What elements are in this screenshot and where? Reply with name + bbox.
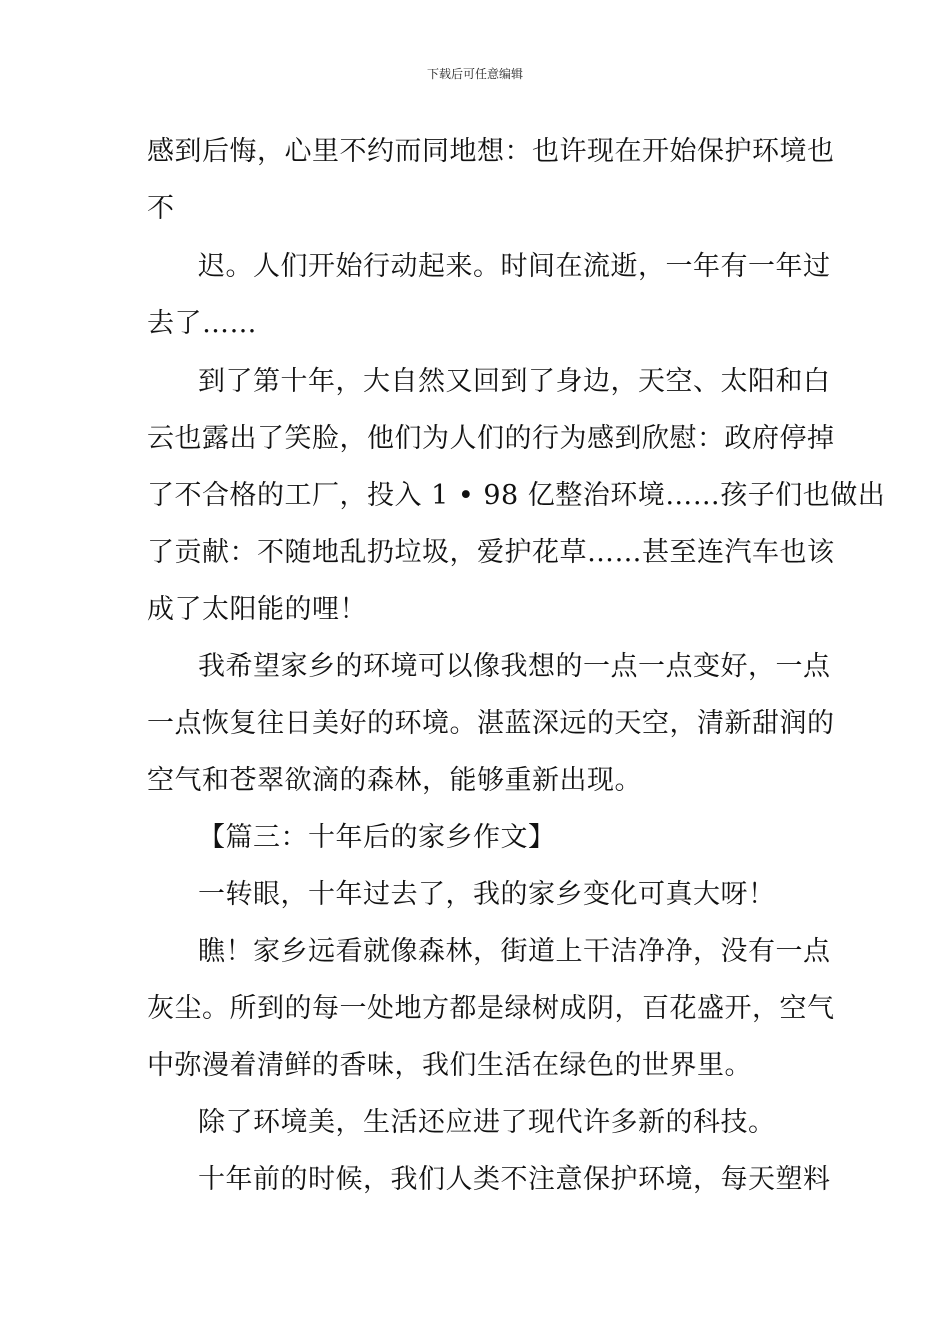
text-line: 成了太阳能的哩！ xyxy=(147,594,367,625)
text-line: 迟。人们开始行动起来。时间在流逝，一年有一年过 xyxy=(198,251,831,282)
text-line: 灰尘。所到的每一处地方都是绿树成阴，百花盛开，空气 xyxy=(147,993,835,1024)
text-line: 十年前的时候，我们人类不注意保护环境，每天塑料 xyxy=(198,1164,831,1195)
text-line: 一转眼，十年过去了，我的家乡变化可真大呀！ xyxy=(198,879,776,910)
text-line: 云也露出了笑脸，他们为人们的行为感到欣慰：政府停掉 xyxy=(147,423,835,454)
text-line: 一点恢复往日美好的环境。湛蓝深远的天空，清新甜润的 xyxy=(147,708,835,739)
text-line: 中弥漫着清鲜的香味，我们生活在绿色的世界里。 xyxy=(147,1050,752,1081)
page-header-note: 下载后可任意编辑 xyxy=(426,67,523,81)
text-line: 瞧！家乡远看就像森林，街道上干洁净净，没有一点 xyxy=(198,936,831,967)
text-line: 到了第十年，大自然又回到了身边，天空、太阳和白 xyxy=(198,366,831,397)
text-line: 感到后悔，心里不约而同地想：也许现在开始保护环境也 xyxy=(147,136,835,167)
text-line: 不 xyxy=(147,193,175,224)
text-line: 除了环境美，生活还应进了现代许多新的科技。 xyxy=(198,1107,776,1138)
text-line: 空气和苍翠欲滴的森林，能够重新出现。 xyxy=(147,765,642,796)
text-line: 我希望家乡的环境可以像我想的一点一点变好，一点 xyxy=(198,651,831,682)
text-line: 了贡献：不随地乱扔垃圾，爱护花草……甚至连汽车也该 xyxy=(147,537,835,568)
section-heading: 【篇三：十年后的家乡作文】 xyxy=(198,822,556,853)
text-line: 了不合格的工厂，投入 1 • 98 亿整治环境……孩子们也做出 xyxy=(147,480,886,511)
text-line: 去了…… xyxy=(147,308,257,339)
